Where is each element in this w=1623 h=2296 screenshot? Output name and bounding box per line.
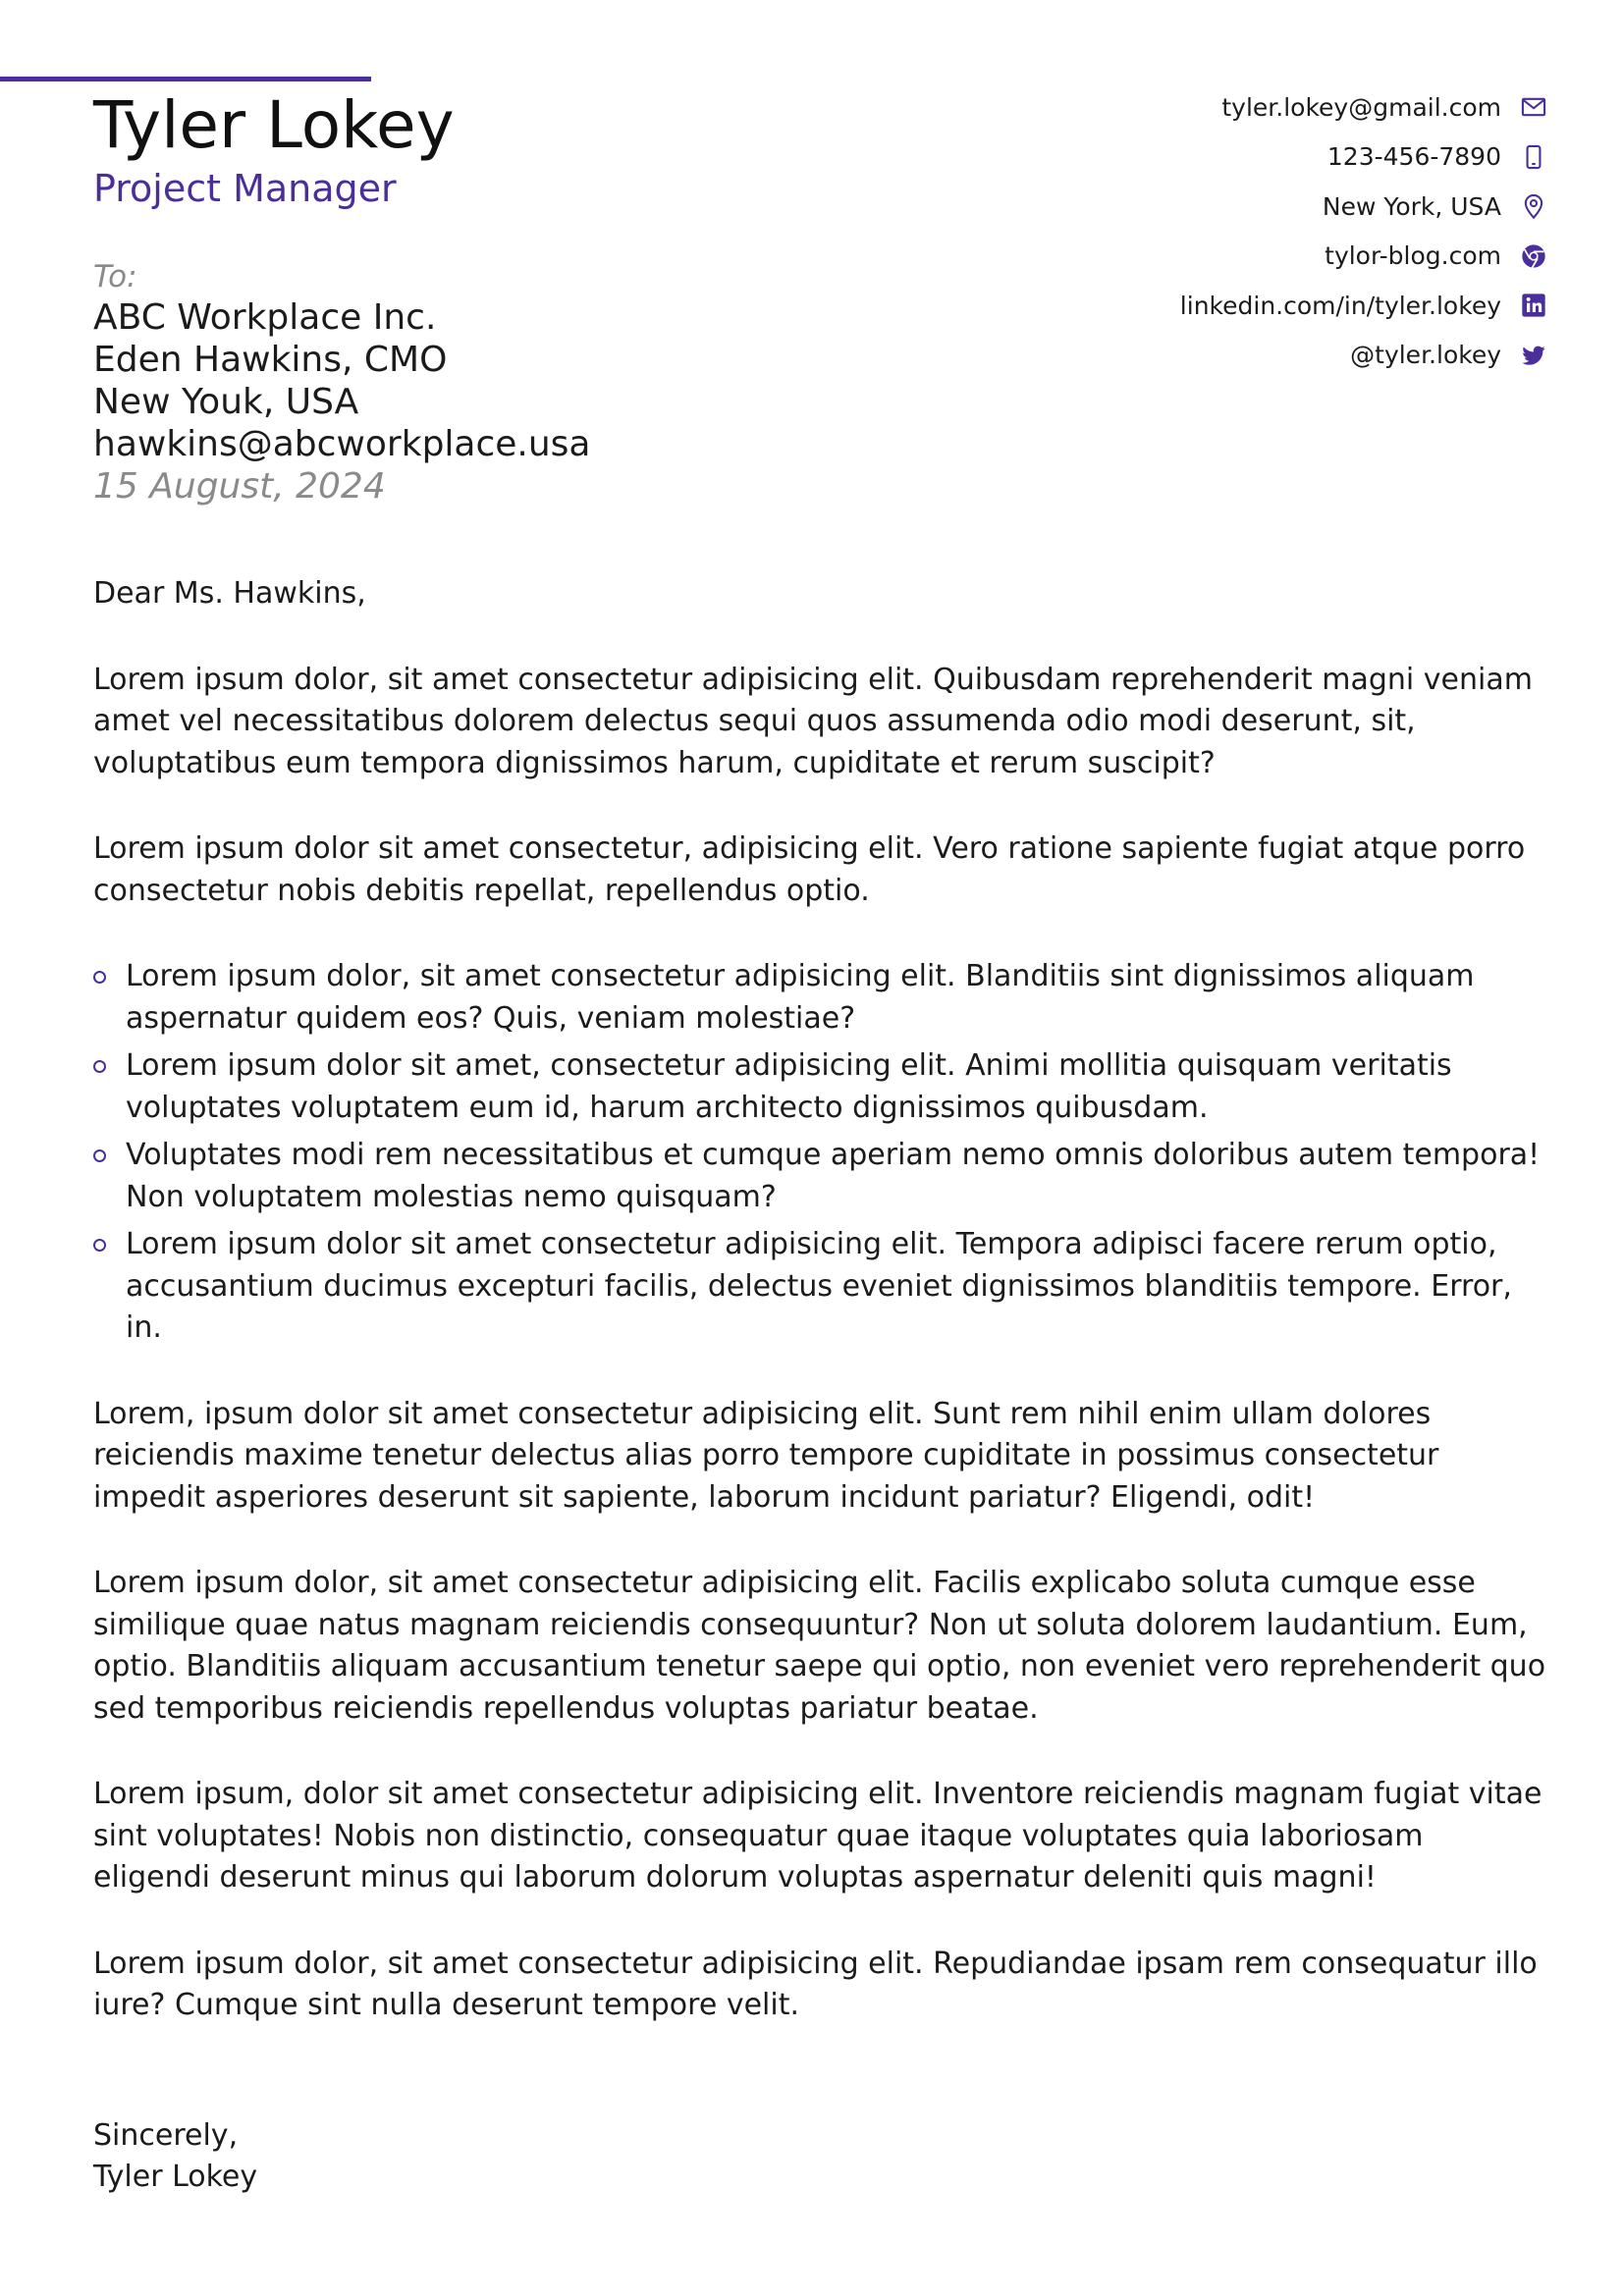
twitter-icon — [1519, 341, 1548, 370]
list-item-text: Lorem ipsum dolor sit amet consectetur adipisicing elit. Tempora adipisci facere rerum optio, accusantium ducimus excepturi facilis, delectus eveniet dignissimos blanditiis tempore. Error, in. — [126, 1227, 1512, 1345]
paragraph: Lorem ipsum dolor sit amet consectetur, adipisicing elit. Vero ratione sapiente fugiat atque porro consectetur nobis debitis repellat, repellendus optio. — [93, 831, 1526, 908]
paragraph: Lorem, ipsum dolor sit amet consectetur adipisicing elit. Sunt rem nihil enim ullam dolores reiciendis maxime tenetur delectus alias porro tempore cupiditate in possimus consectetur impedit asperiores deserunt sit sapiente, laborum incidunt pariatur? Eligendi, odit! — [93, 1396, 1439, 1515]
list-item-text: Lorem ipsum dolor, sit amet consectetur adipisicing elit. Blanditiis sint dignissimos aliquam aspernatur quidem eos? Quis, veniam molestiae? — [126, 959, 1475, 1036]
contact-twitter-text[interactable]: @tyler.lokey — [1350, 341, 1501, 370]
contact-linkedin-text[interactable]: linkedin.com/in/tyler.lokey — [1179, 291, 1501, 320]
contact-website[interactable] — [841, 232, 1548, 282]
applicant-name: Tyler Lokey — [93, 87, 455, 163]
signature-name: Tyler Lokey — [93, 2160, 258, 2194]
envelope-icon — [1519, 92, 1548, 122]
bullet-circle-icon — [93, 1149, 106, 1162]
paragraph: Lorem ipsum, dolor sit amet consectetur adipisicing elit. Inventore reiciendis magnam fugiat vitae sint voluptates! Nobis non distinctio, consequatur quae itaque voluptates quia laboriosam eligendi deserunt minus qui laborum dolorum voluptas aspernatur deleniti quis magni! — [93, 1777, 1542, 1895]
contact-location-text: New York, USA — [1322, 191, 1501, 221]
contact-email-text[interactable]: tyler.lokey@gmail.com — [1221, 92, 1501, 122]
paragraph: Lorem ipsum dolor, sit amet consectetur adipisicing elit. Quibusdam reprehenderit magni veniam amet vel necessitatibus dolorem delectus sequi quos assumenda odio modi deserunt, sit, voluptatibus eum tempora dignissimos harum, cupiditate et rerum suscipit? — [93, 662, 1533, 780]
applicant-role: Project Manager — [93, 167, 397, 210]
bullet-circle-icon — [93, 1239, 106, 1252]
closing-block — [93, 2115, 1548, 2199]
list-item — [93, 1135, 1548, 1218]
contact-twitter[interactable] — [841, 331, 1548, 381]
contact-linkedin[interactable] — [841, 281, 1548, 331]
bullet-circle-icon — [93, 1060, 106, 1073]
chrome-icon — [1519, 241, 1548, 271]
paragraph: Lorem ipsum dolor, sit amet consectetur adipisicing elit. Facilis explicabo soluta cumque esse similique quae natus magnam reiciendis consequuntur? Non ut soluta dolorem laudantium. Eum, optio. Blanditiis aliquam accusantium tenetur saepe qui optio, non eveniet vero reprehenderit quo sed temporibus reiciendis repellendus voluptas pariatur beatae. — [93, 1566, 1546, 1726]
bullet-circle-icon — [93, 971, 106, 984]
list-item-text: Lorem ipsum dolor sit amet, consectetur adipisicing elit. Animi mollitia quisquam veritatis voluptates voluptatem eum id, harum architecto dignissimos quibusdam. — [126, 1048, 1452, 1125]
recipient-email[interactable]: hawkins@abcworkplace.usa — [93, 424, 591, 464]
closing-phrase: Sincerely, — [93, 2117, 239, 2153]
header — [93, 86, 455, 210]
recipient-block — [93, 257, 591, 507]
list-item — [93, 1045, 1548, 1129]
contact-email[interactable] — [841, 82, 1548, 133]
location-pin-icon — [1519, 191, 1548, 221]
contact-location — [841, 182, 1548, 232]
contact-phone-text[interactable]: 123-456-7890 — [1326, 142, 1501, 172]
list-item — [93, 956, 1548, 1040]
letter-date: 15 August, 2024 — [93, 466, 386, 507]
recipient-location: New Youk, USA — [93, 382, 359, 422]
list-item-text: Voluptates modi rem necessitatibus et cumque aperiam nemo omnis doloribus autem tempora! Non voluptatem molestias nemo quisquam? — [126, 1138, 1541, 1214]
phone-icon — [1519, 142, 1548, 172]
letter-body — [93, 573, 1548, 2199]
salutation: Dear Ms. Hawkins, — [93, 576, 366, 611]
recipient-to-label: To: — [93, 259, 137, 294]
contact-website-text[interactable]: tylor-blog.com — [1325, 241, 1501, 271]
list-item — [93, 1224, 1548, 1350]
recipient-company: ABC Workplace Inc. — [93, 297, 437, 338]
linkedin-icon — [1519, 291, 1548, 320]
recipient-person: Eden Hawkins, CMO — [93, 340, 448, 380]
contact-list — [841, 82, 1548, 380]
bullet-list — [93, 956, 1548, 1350]
paragraph: Lorem ipsum dolor, sit amet consectetur adipisicing elit. Repudiandae ipsam rem consequatur illo iure? Cumque sint nulla deserunt tempore velit. — [93, 1946, 1538, 2022]
header-accent-line — [0, 77, 371, 81]
contact-phone[interactable] — [841, 133, 1548, 183]
